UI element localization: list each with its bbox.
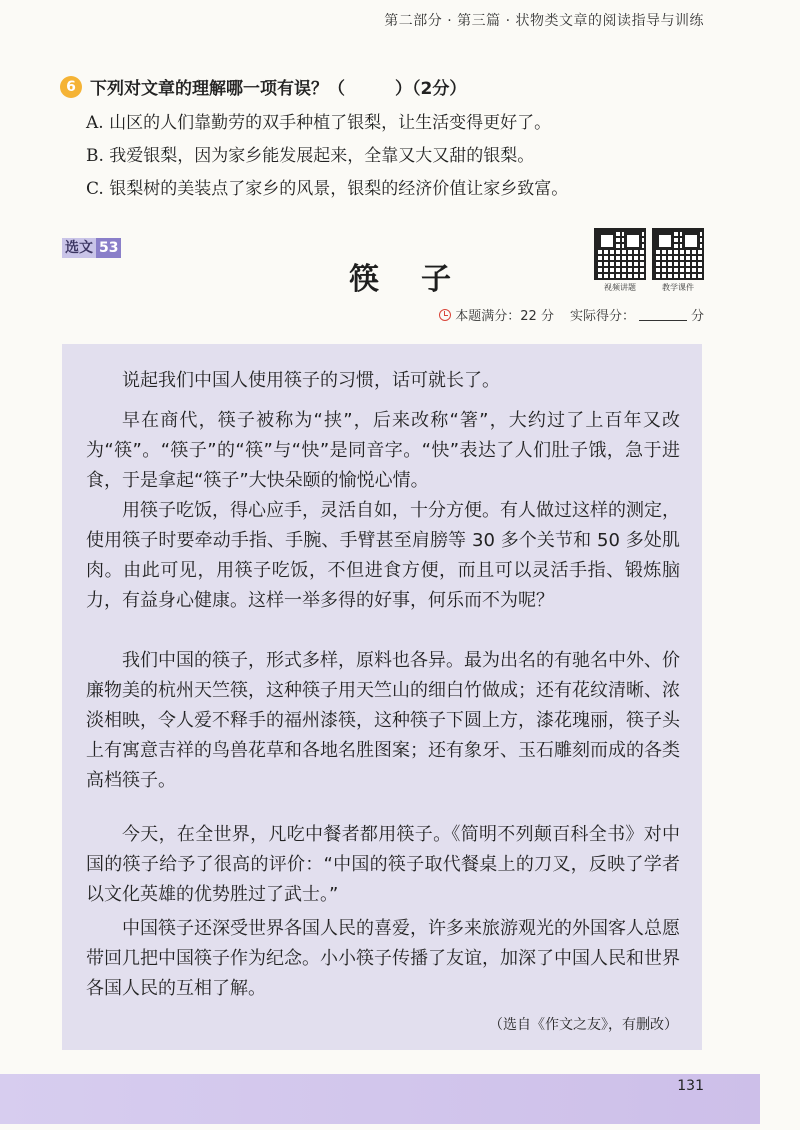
actual-score-label: 实际得分： [569, 309, 635, 324]
paragraph: 说起我们中国人使用筷子的习惯，话可就长了。 [122, 370, 500, 391]
qr-code-icon [594, 228, 646, 280]
qr-video[interactable] [594, 228, 646, 293]
qr-courseware[interactable] [652, 228, 704, 293]
qr-label: 教学课件 [662, 283, 694, 292]
paragraph: 早在商代，筷子被称为“挟”，后来改称“箸”，大约过了上百年又改为“筷”。“筷子”的“筷”与“快”是同音字。“快”表达了人们肚子饿，急于进食，于是拿起“筷子”大快朵颐的愉悦心情。 [86, 410, 680, 491]
paragraph: 中国筷子还深受世界各国人民的喜爱，许多来旅游观光的外国客人总愿带回几把中国筷子作为纪念。小小筷子传播了友谊，加深了中国人民和世界各国人民的互相了解。 [86, 918, 680, 999]
article-source: （选自《作文之友》，有删改） [489, 1017, 678, 1033]
running-header: 第二部分 · 第三篇 · 状物类文章的阅读指导与训练 [384, 13, 704, 29]
page-number: 131 [677, 1078, 704, 1094]
section-number: 53 [96, 238, 121, 258]
full-score: 本题满分：22 分 [455, 309, 554, 324]
question-stem-text: 下列对文章的理解哪一项有误？（ [90, 79, 345, 99]
paragraph: 我们中国的筷子，形式多样，原料也各异。最为出名的有驰名中外、价廉物美的杭州天竺筷，这种筷子用天竺山的细白竹做成；还有花纹清晰、浓淡相映，令人爱不释手的福州漆筷，这种筷子下圆上方，漆花瑰丽，筷子头上有寓意吉祥的鸟兽花草和各地名胜图案；还有象牙、玉石雕刻而成的各类高档筷子。 [86, 650, 680, 791]
question-number-badge: 6 [60, 76, 82, 98]
option-a: A. 山区的人们靠勤劳的双手种植了银梨，让生活变得更好了。 [86, 113, 552, 133]
qr-code-icon [652, 228, 704, 280]
question-stem [60, 74, 466, 99]
question-points: ）（2分） [395, 79, 467, 99]
article-title: 筷子 [349, 262, 493, 297]
paragraph: 用筷子吃饭，得心应手，灵活自如，十分方便。有人做过这样的测定，使用筷子时要牵动手指、手腕、手臂甚至肩膀等 30 多个关节和 50 多处肌肉。由此可见，用筷子吃饭，不但进食方便，而且可以灵活手指、锻炼脑力，有益身心健康。这样一举多得的好事，何乐而不为呢？ [86, 500, 680, 611]
paragraph: 今天，在全世界，凡吃中餐者都用筷子。《简明不列颠百科全书》对中国的筷子给予了很高的评价：“中国的筷子取代餐桌上的刀叉，反映了学者以文化英雄的优势胜过了武士。” [86, 824, 680, 905]
actual-score-blank[interactable] [639, 308, 687, 321]
section-label: 选文 [62, 238, 96, 258]
option-b: B. 我爱银梨，因为家乡能发展起来，全靠又大又甜的银梨。 [86, 146, 535, 166]
qr-label: 视频讲题 [604, 283, 636, 292]
footer-band [0, 1074, 760, 1124]
clock-icon [439, 309, 451, 321]
score-line [439, 305, 704, 324]
article-body [62, 344, 702, 1050]
option-c: C. 银梨树的美装点了家乡的风景，银梨的经济价值让家乡致富。 [86, 179, 569, 199]
score-unit: 分 [690, 309, 704, 324]
